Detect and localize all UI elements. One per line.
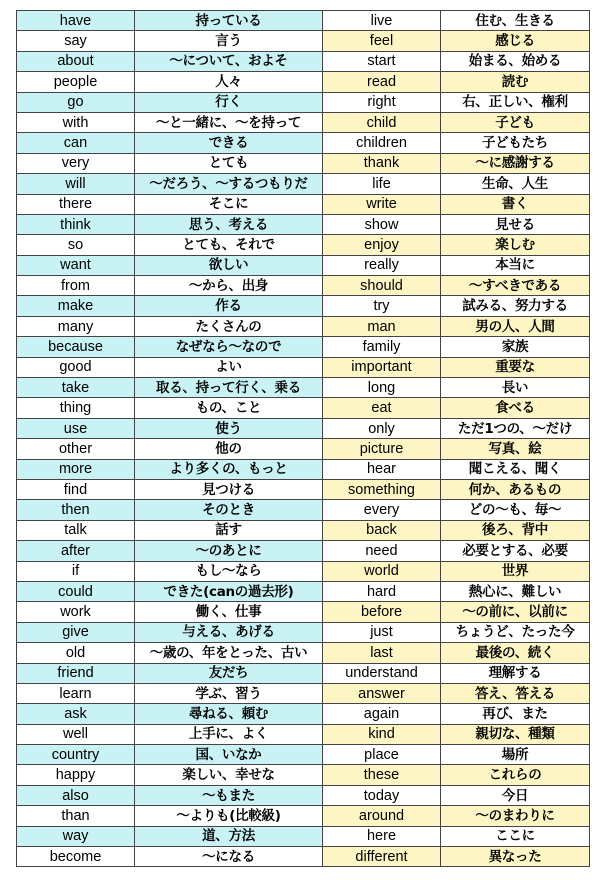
vocab-row-right [323, 663, 590, 683]
english-word: back [323, 520, 441, 540]
vocab-row-right [323, 92, 590, 112]
japanese-meaning: どの～も、毎～ [441, 500, 590, 520]
japanese-meaning: 尋ねる、頼む [135, 704, 323, 724]
japanese-meaning: 欲しい [135, 255, 323, 275]
vocab-row-left [17, 826, 323, 846]
japanese-meaning: 取る、持って行く、乗る [135, 378, 323, 398]
japanese-meaning: 働く、仕事 [135, 602, 323, 622]
japanese-meaning: 見つける [135, 479, 323, 499]
vocab-row-left [17, 51, 323, 71]
japanese-meaning: ここに [441, 826, 590, 846]
japanese-meaning: ～歳の、年をとった、古い [135, 643, 323, 663]
japanese-meaning: より多くの、もっと [135, 459, 323, 479]
vocab-row-left [17, 357, 323, 377]
english-word: something [323, 479, 441, 499]
english-word: take [17, 378, 135, 398]
english-word: write [323, 194, 441, 214]
english-word: just [323, 622, 441, 642]
japanese-meaning: 右、正しい、権利 [441, 92, 590, 112]
vocab-row-right [323, 602, 590, 622]
english-word: every [323, 500, 441, 520]
english-word: so [17, 235, 135, 255]
japanese-meaning: 男の人、人間 [441, 316, 590, 336]
english-word: around [323, 806, 441, 826]
vocab-row-left [17, 31, 323, 51]
english-word: give [17, 622, 135, 642]
japanese-meaning: 子どもたち [441, 133, 590, 153]
japanese-meaning: 持っている [135, 11, 323, 31]
english-word: picture [323, 439, 441, 459]
english-word: these [323, 765, 441, 785]
english-word: answer [323, 683, 441, 703]
english-word: could [17, 581, 135, 601]
english-word: feel [323, 31, 441, 51]
english-word: very [17, 153, 135, 173]
vocab-row-left [17, 479, 323, 499]
english-word: place [323, 745, 441, 765]
english-word: child [323, 112, 441, 132]
vocab-row-left [17, 11, 323, 31]
japanese-meaning: 理解する [441, 663, 590, 683]
english-word: way [17, 826, 135, 846]
vocabulary-table-left [16, 10, 323, 867]
english-word: about [17, 51, 135, 71]
vocab-row-left [17, 276, 323, 296]
english-word: thing [17, 398, 135, 418]
english-word: try [323, 296, 441, 316]
japanese-meaning: 親切な、種類 [441, 724, 590, 744]
japanese-meaning: ～になる [135, 847, 323, 867]
vocab-row-left [17, 622, 323, 642]
japanese-meaning: もの、こと [135, 398, 323, 418]
japanese-meaning: 異なった [441, 847, 590, 867]
vocab-row-right [323, 276, 590, 296]
english-word: learn [17, 683, 135, 703]
vocab-row-right [323, 520, 590, 540]
english-word: want [17, 255, 135, 275]
english-word: here [323, 826, 441, 846]
vocab-row-left [17, 398, 323, 418]
vocabulary-table-right-body [323, 11, 590, 867]
vocab-row-right [323, 581, 590, 601]
japanese-meaning: 読む [441, 72, 590, 92]
vocab-row-right [323, 11, 590, 31]
vocab-row-right [323, 112, 590, 132]
vocab-row-left [17, 663, 323, 683]
japanese-meaning: 何か、あるもの [441, 479, 590, 499]
vocab-row-right [323, 459, 590, 479]
english-word: man [323, 316, 441, 336]
english-word: will [17, 174, 135, 194]
japanese-meaning: 答え、答える [441, 683, 590, 703]
japanese-meaning: ～よりも(比較級) [135, 806, 323, 826]
english-word: hear [323, 459, 441, 479]
english-word: need [323, 541, 441, 561]
japanese-meaning: ただ1つの、～だけ [441, 418, 590, 438]
japanese-meaning: 思う、考える [135, 214, 323, 234]
vocab-row-left [17, 806, 323, 826]
japanese-meaning: 試みる、努力する [441, 296, 590, 316]
japanese-meaning: 使う [135, 418, 323, 438]
japanese-meaning: 作る [135, 296, 323, 316]
english-word: there [17, 194, 135, 214]
vocab-row-right [323, 745, 590, 765]
vocab-row-right [323, 51, 590, 71]
english-word: eat [323, 398, 441, 418]
japanese-meaning: たくさんの [135, 316, 323, 336]
english-word: find [17, 479, 135, 499]
japanese-meaning: 最後の、続く [441, 643, 590, 663]
vocab-row-right [323, 296, 590, 316]
vocab-row-right [323, 724, 590, 744]
english-word: with [17, 112, 135, 132]
english-word: say [17, 31, 135, 51]
japanese-meaning: 長い [441, 378, 590, 398]
vocab-row-left [17, 235, 323, 255]
vocab-row-left [17, 194, 323, 214]
english-word: many [17, 316, 135, 336]
japanese-meaning: 上手に、よく [135, 724, 323, 744]
english-word: children [323, 133, 441, 153]
vocab-row-right [323, 500, 590, 520]
vocab-row-right [323, 214, 590, 234]
vocab-row-right [323, 357, 590, 377]
vocab-row-left [17, 133, 323, 153]
english-word: different [323, 847, 441, 867]
english-word: life [323, 174, 441, 194]
vocab-row-left [17, 439, 323, 459]
english-word: long [323, 378, 441, 398]
english-word: important [323, 357, 441, 377]
english-word: right [323, 92, 441, 112]
vocab-row-left [17, 643, 323, 663]
english-word: last [323, 643, 441, 663]
english-word: ask [17, 704, 135, 724]
japanese-meaning: 生命、人生 [441, 174, 590, 194]
vocab-row-right [323, 765, 590, 785]
japanese-meaning: ～と一緒に、～を持って [135, 112, 323, 132]
japanese-meaning: 写真、絵 [441, 439, 590, 459]
english-word: make [17, 296, 135, 316]
english-word: think [17, 214, 135, 234]
english-word: today [323, 785, 441, 805]
japanese-meaning: もし～なら [135, 561, 323, 581]
vocabulary-sheet [16, 10, 589, 866]
vocab-row-right [323, 806, 590, 826]
english-word: use [17, 418, 135, 438]
japanese-meaning: とても [135, 153, 323, 173]
english-word: before [323, 602, 441, 622]
vocab-row-right [323, 153, 590, 173]
vocab-row-right [323, 31, 590, 51]
japanese-meaning: 学ぶ、習う [135, 683, 323, 703]
vocab-row-right [323, 235, 590, 255]
japanese-meaning: できる [135, 133, 323, 153]
vocab-row-left [17, 745, 323, 765]
english-word: go [17, 92, 135, 112]
vocab-row-left [17, 378, 323, 398]
english-word: more [17, 459, 135, 479]
japanese-meaning: 始まる、始める [441, 51, 590, 71]
vocab-row-right [323, 337, 590, 357]
vocab-row-left [17, 785, 323, 805]
english-word: only [323, 418, 441, 438]
english-word: friend [17, 663, 135, 683]
japanese-meaning: よい [135, 357, 323, 377]
english-word: read [323, 72, 441, 92]
japanese-meaning: 世界 [441, 561, 590, 581]
japanese-meaning: 感じる [441, 31, 590, 51]
english-word: become [17, 847, 135, 867]
vocab-row-left [17, 561, 323, 581]
vocab-row-right [323, 316, 590, 336]
english-word: world [323, 561, 441, 581]
japanese-meaning: ～すべきである [441, 276, 590, 296]
japanese-meaning: 熱心に、難しい [441, 581, 590, 601]
english-word: well [17, 724, 135, 744]
vocab-row-left [17, 72, 323, 92]
english-word: than [17, 806, 135, 826]
japanese-meaning: 子ども [441, 112, 590, 132]
japanese-meaning: ～のまわりに [441, 806, 590, 826]
japanese-meaning: ～から、出身 [135, 276, 323, 296]
vocab-row-left [17, 581, 323, 601]
vocab-row-right [323, 785, 590, 805]
vocab-row-right [323, 826, 590, 846]
japanese-meaning: 後ろ、背中 [441, 520, 590, 540]
japanese-meaning: 楽しむ [441, 235, 590, 255]
vocab-row-left [17, 112, 323, 132]
vocab-row-right [323, 418, 590, 438]
english-word: happy [17, 765, 135, 785]
vocab-row-right [323, 561, 590, 581]
vocab-row-left [17, 255, 323, 275]
japanese-meaning: ちょうど、たった今 [441, 622, 590, 642]
vocab-row-right [323, 704, 590, 724]
vocab-row-left [17, 296, 323, 316]
vocab-row-right [323, 439, 590, 459]
vocab-row-right [323, 255, 590, 275]
japanese-meaning: これらの [441, 765, 590, 785]
japanese-meaning: 言う [135, 31, 323, 51]
english-word: after [17, 541, 135, 561]
vocab-row-left [17, 316, 323, 336]
japanese-meaning: ～もまた [135, 785, 323, 805]
japanese-meaning: 家族 [441, 337, 590, 357]
english-word: should [323, 276, 441, 296]
vocab-row-right [323, 683, 590, 703]
vocab-row-left [17, 847, 323, 867]
japanese-meaning: 住む、生きる [441, 11, 590, 31]
english-word: show [323, 214, 441, 234]
japanese-meaning: 他の [135, 439, 323, 459]
english-word: family [323, 337, 441, 357]
english-word: start [323, 51, 441, 71]
english-word: enjoy [323, 235, 441, 255]
vocab-row-right [323, 847, 590, 867]
japanese-meaning: 再び、また [441, 704, 590, 724]
vocab-row-right [323, 72, 590, 92]
vocab-row-left [17, 602, 323, 622]
english-word: good [17, 357, 135, 377]
japanese-meaning: 与える、あげる [135, 622, 323, 642]
english-word: old [17, 643, 135, 663]
vocab-row-left [17, 337, 323, 357]
japanese-meaning: 書く [441, 194, 590, 214]
japanese-meaning: 楽しい、幸せな [135, 765, 323, 785]
english-word: can [17, 133, 135, 153]
japanese-meaning: 見せる [441, 214, 590, 234]
english-word: have [17, 11, 135, 31]
japanese-meaning: できた(canの過去形) [135, 581, 323, 601]
vocab-row-right [323, 398, 590, 418]
vocab-row-right [323, 174, 590, 194]
vocab-row-right [323, 378, 590, 398]
vocab-row-right [323, 194, 590, 214]
japanese-meaning: そこに [135, 194, 323, 214]
english-word: again [323, 704, 441, 724]
vocab-row-left [17, 174, 323, 194]
english-word: people [17, 72, 135, 92]
english-word: talk [17, 520, 135, 540]
english-word: if [17, 561, 135, 581]
vocabulary-table-right [322, 10, 590, 867]
japanese-meaning: そのとき [135, 500, 323, 520]
japanese-meaning: 聞こえる、聞く [441, 459, 590, 479]
vocab-row-left [17, 418, 323, 438]
vocab-row-left [17, 214, 323, 234]
japanese-meaning: ～について、およそ [135, 51, 323, 71]
japanese-meaning: 国、いなか [135, 745, 323, 765]
vocab-row-left [17, 724, 323, 744]
vocab-row-right [323, 643, 590, 663]
english-word: other [17, 439, 135, 459]
english-word: hard [323, 581, 441, 601]
japanese-meaning: なぜなら～なので [135, 337, 323, 357]
vocab-row-left [17, 683, 323, 703]
vocab-row-left [17, 459, 323, 479]
english-word: country [17, 745, 135, 765]
vocab-row-right [323, 541, 590, 561]
english-word: also [17, 785, 135, 805]
japanese-meaning: 話す [135, 520, 323, 540]
vocab-row-left [17, 541, 323, 561]
english-word: from [17, 276, 135, 296]
english-word: because [17, 337, 135, 357]
vocab-row-left [17, 520, 323, 540]
japanese-meaning: 道、方法 [135, 826, 323, 846]
english-word: understand [323, 663, 441, 683]
vocabulary-table-left-body [17, 11, 323, 867]
japanese-meaning: 本当に [441, 255, 590, 275]
vocab-row-left [17, 153, 323, 173]
vocab-row-right [323, 622, 590, 642]
vocab-row-right [323, 479, 590, 499]
vocab-row-left [17, 500, 323, 520]
vocab-row-left [17, 765, 323, 785]
japanese-meaning: 場所 [441, 745, 590, 765]
english-word: kind [323, 724, 441, 744]
japanese-meaning: 行く [135, 92, 323, 112]
japanese-meaning: とても、それで [135, 235, 323, 255]
japanese-meaning: 食べる [441, 398, 590, 418]
japanese-meaning: 人々 [135, 72, 323, 92]
vocab-row-left [17, 92, 323, 112]
vocab-row-left [17, 704, 323, 724]
vocab-row-right [323, 133, 590, 153]
english-word: work [17, 602, 135, 622]
english-word: really [323, 255, 441, 275]
japanese-meaning: 重要な [441, 357, 590, 377]
english-word: live [323, 11, 441, 31]
english-word: then [17, 500, 135, 520]
japanese-meaning: ～に感謝する [441, 153, 590, 173]
japanese-meaning: 今日 [441, 785, 590, 805]
japanese-meaning: ～の前に、以前に [441, 602, 590, 622]
japanese-meaning: ～だろう、～するつもりだ [135, 174, 323, 194]
japanese-meaning: 必要とする、必要 [441, 541, 590, 561]
japanese-meaning: ～のあとに [135, 541, 323, 561]
japanese-meaning: 友だち [135, 663, 323, 683]
english-word: thank [323, 153, 441, 173]
